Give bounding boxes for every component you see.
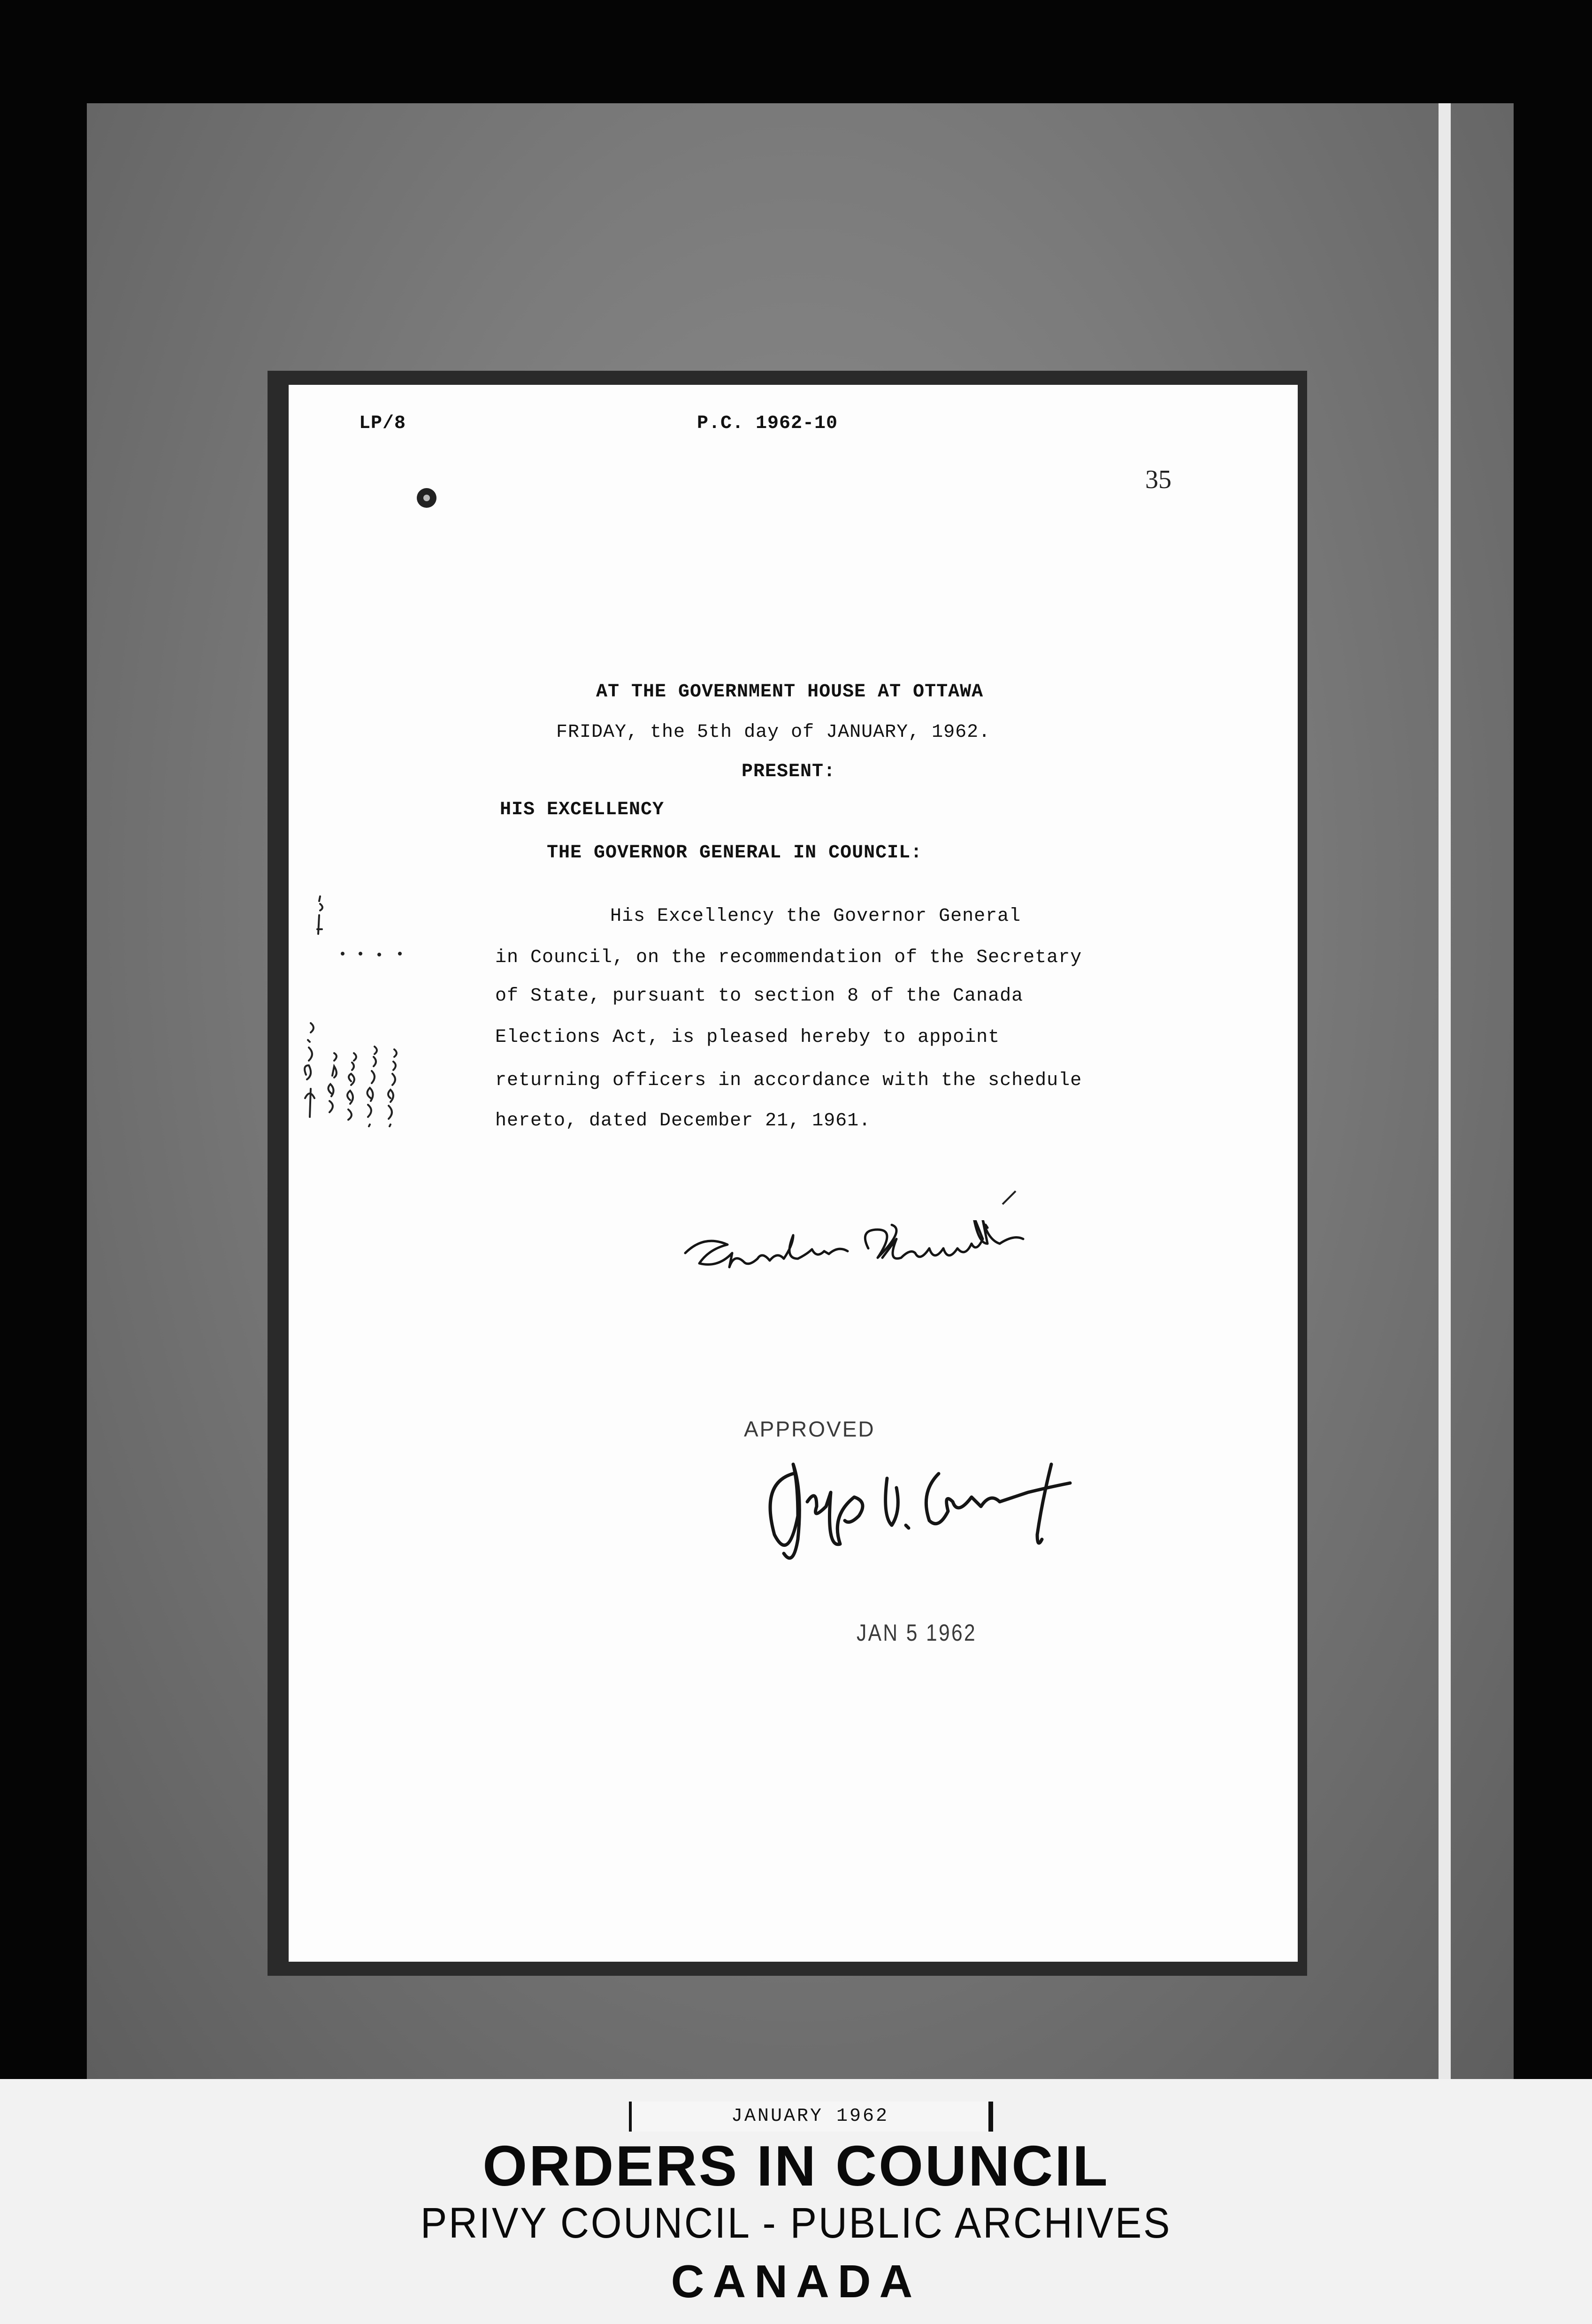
governor-general-signature bbox=[760, 1455, 1079, 1577]
location-heading: AT THE GOVERNMENT HOUSE AT OTTAWA bbox=[596, 681, 984, 703]
date-line: FRIDAY, the 5th day of JANUARY, 1962. bbox=[556, 722, 991, 743]
body-line: His Excellency the Governor General bbox=[610, 906, 1021, 927]
minister-signature bbox=[676, 1220, 1098, 1291]
body-line: of State, pursuant to section 8 of the Canada bbox=[495, 986, 1024, 1007]
document-sheet bbox=[289, 385, 1298, 1962]
file-code: LP/8 bbox=[359, 413, 406, 434]
film-edge bbox=[1439, 103, 1451, 2084]
reel-date-label: JANUARY 1962 bbox=[629, 2102, 993, 2132]
orders-in-council-title: ORDERS IN COUNCIL bbox=[482, 2134, 1110, 2198]
governor-general-line: THE GOVERNOR GENERAL IN COUNCIL: bbox=[547, 842, 923, 864]
body-line: returning officers in accordance with the schedule bbox=[495, 1070, 1082, 1091]
punch-hole bbox=[417, 488, 436, 508]
marginal-distribution-notes bbox=[291, 892, 427, 1154]
canada-line: CANADA bbox=[671, 2255, 921, 2307]
page-number: 35 bbox=[1145, 465, 1171, 494]
body-line: Elections Act, is pleased hereby to appoint bbox=[495, 1027, 1000, 1048]
his-excellency: HIS EXCELLENCY bbox=[500, 799, 665, 820]
body-line: hereto, dated December 21, 1961. bbox=[495, 1110, 871, 1131]
present-label: PRESENT: bbox=[742, 761, 836, 782]
approved-stamp: APPROVED bbox=[744, 1417, 875, 1441]
body-line: in Council, on the recommendation of the Secretary bbox=[495, 947, 1082, 968]
marginal-notes-handwriting bbox=[291, 892, 427, 1154]
order-number: P.C. 1962-10 bbox=[697, 413, 838, 434]
privy-council-archives-line: PRIVY COUNCIL - PUBLIC ARCHIVES bbox=[420, 2199, 1172, 2247]
approval-date-stamp: JAN 5 1962 bbox=[857, 1620, 977, 1646]
pen-tick-mark bbox=[1000, 1188, 1018, 1207]
